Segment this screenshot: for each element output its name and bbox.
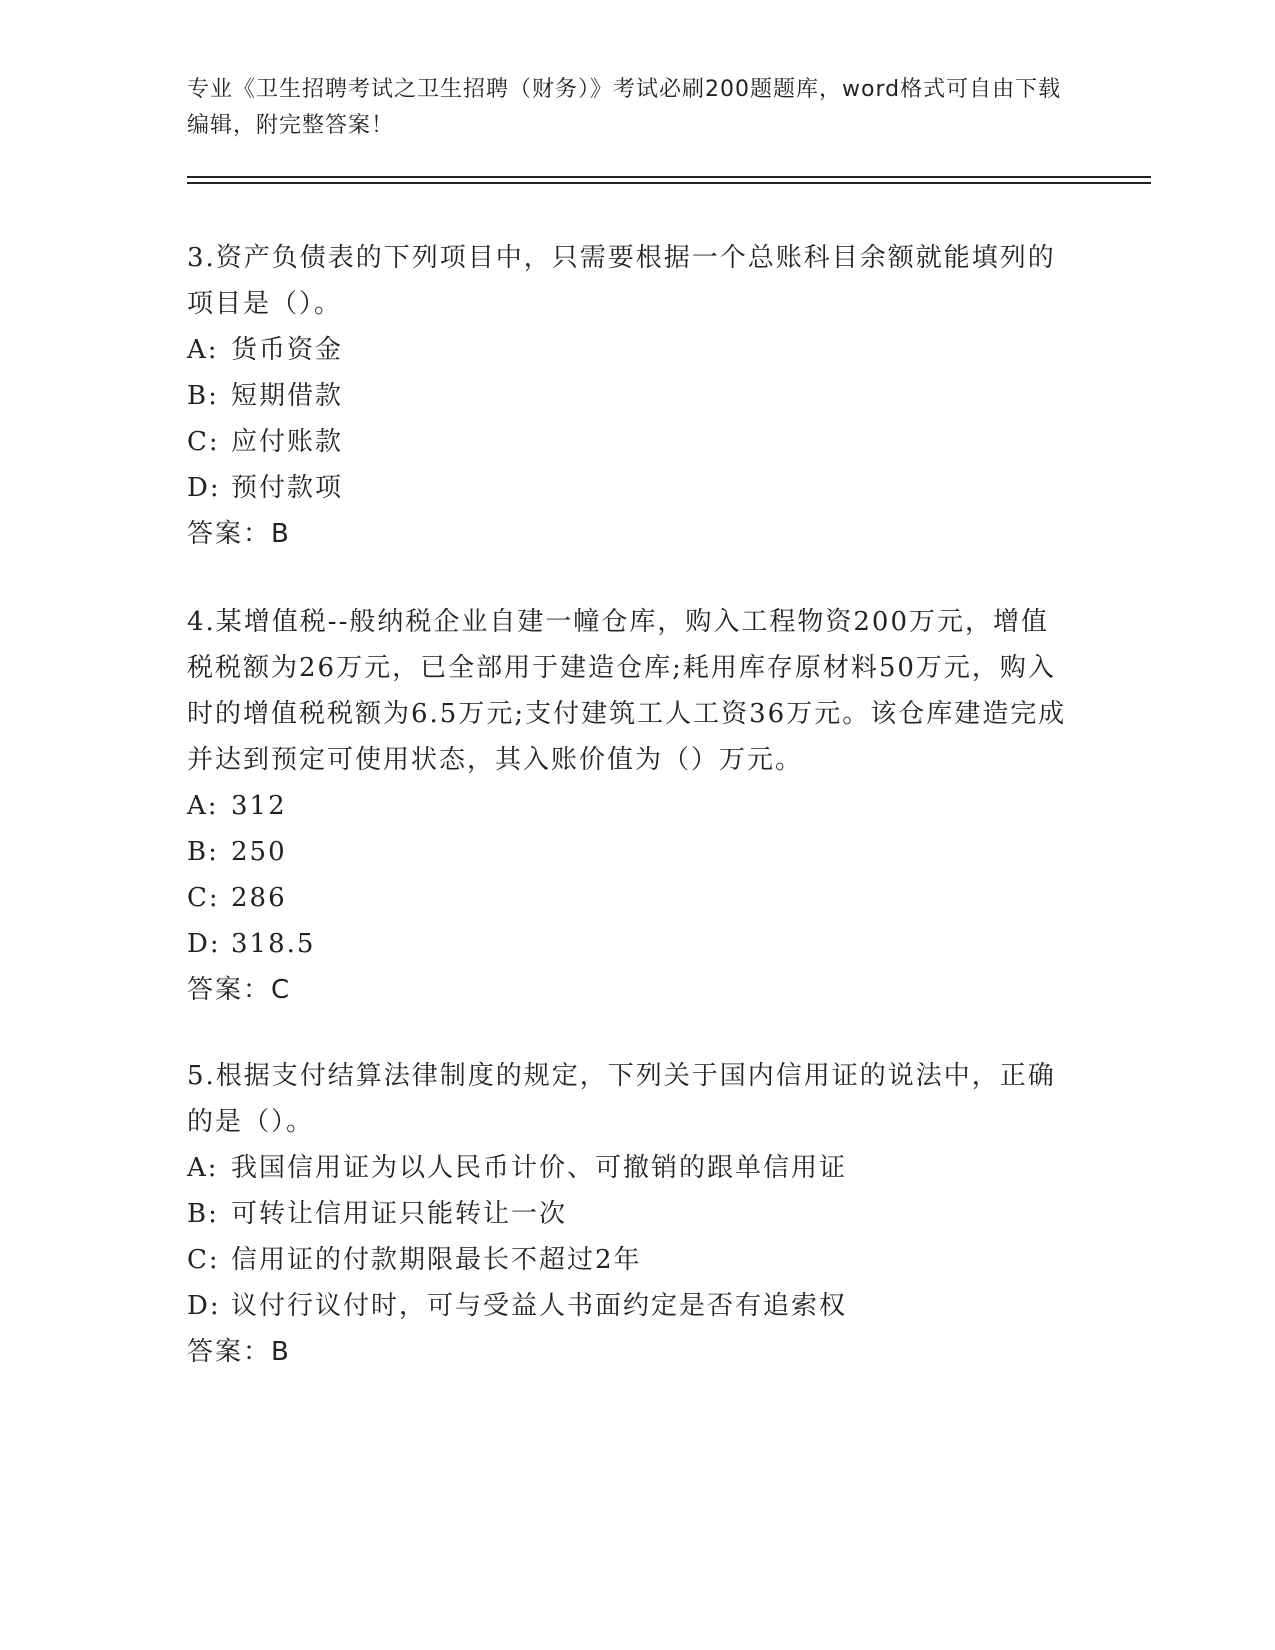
- option-text: 应付账款: [231, 427, 344, 457]
- option-d: [187, 921, 1067, 967]
- option-letter: C:: [187, 1245, 220, 1275]
- option-letter: C:: [187, 883, 220, 913]
- option-letter: B:: [187, 381, 219, 411]
- header-rule-bottom: [187, 182, 1151, 184]
- header-rule-top: [187, 176, 1151, 178]
- question-3: [187, 235, 1067, 557]
- answer: 答案：B: [187, 1337, 291, 1367]
- option-letter: B:: [187, 837, 219, 867]
- option-letter: D:: [187, 473, 221, 503]
- option-d: [187, 1283, 1067, 1329]
- option-text: 318.5: [231, 929, 316, 959]
- option-letter: C:: [187, 427, 220, 457]
- option-text: 短期借款: [231, 381, 344, 411]
- question-stem: 3.资产负债表的下列项目中，只需要根据一个总账科目余额就能填列的项目是（）。: [187, 243, 1056, 319]
- option-b: [187, 1191, 1067, 1237]
- option-text: 议付行议付时，可与受益人书面约定是否有追索权: [231, 1291, 848, 1321]
- option-text: 312: [231, 791, 287, 821]
- option-c: [187, 1237, 1067, 1283]
- option-letter: D:: [187, 1291, 221, 1321]
- option-text: 我国信用证为以人民币计价、可撤销的跟单信用证: [231, 1153, 848, 1183]
- question-5: [187, 1053, 1067, 1375]
- option-a: [187, 1145, 1067, 1191]
- option-letter: B:: [187, 1199, 219, 1229]
- option-text: 货币资金: [231, 335, 344, 365]
- option-text: 250: [231, 837, 287, 867]
- document-header: 专业《卫生招聘考试之卫生招聘（财务）》考试必刷200题题库，word格式可自由下载编辑，附完整答案！: [187, 77, 1062, 138]
- answer: 答案：C: [187, 975, 292, 1005]
- option-c: [187, 419, 1067, 465]
- option-letter: A:: [187, 1153, 219, 1183]
- option-text: 286: [231, 883, 287, 913]
- option-text: 可转让信用证只能转让一次: [231, 1199, 568, 1229]
- option-text: 信用证的付款期限最长不超过2年: [231, 1245, 642, 1275]
- question-stem: 4.某增值税--般纳税企业自建一幢仓库，购入工程物资200万元，增值税税额为26万元，已全部用于建造仓库;耗用库存原材料50万元，购入时的增值税税额为6.5万元;支付建筑工人工资36万元。该仓库建造完成并达到预定可使用状态，其入账价值为（）万元。: [187, 607, 1067, 775]
- option-b: [187, 373, 1067, 419]
- option-letter: D:: [187, 929, 221, 959]
- option-c: [187, 875, 1067, 921]
- option-a: [187, 327, 1067, 373]
- option-b: [187, 829, 1067, 875]
- question-stem: 5.根据支付结算法律制度的规定，下列关于国内信用证的说法中，正确的是（）。: [187, 1061, 1056, 1137]
- answer: 答案：B: [187, 519, 291, 549]
- option-d: [187, 465, 1067, 511]
- option-letter: A:: [187, 335, 219, 365]
- option-letter: A:: [187, 791, 219, 821]
- option-text: 预付款项: [231, 473, 344, 503]
- question-4: [187, 599, 1067, 1013]
- option-a: [187, 783, 1067, 829]
